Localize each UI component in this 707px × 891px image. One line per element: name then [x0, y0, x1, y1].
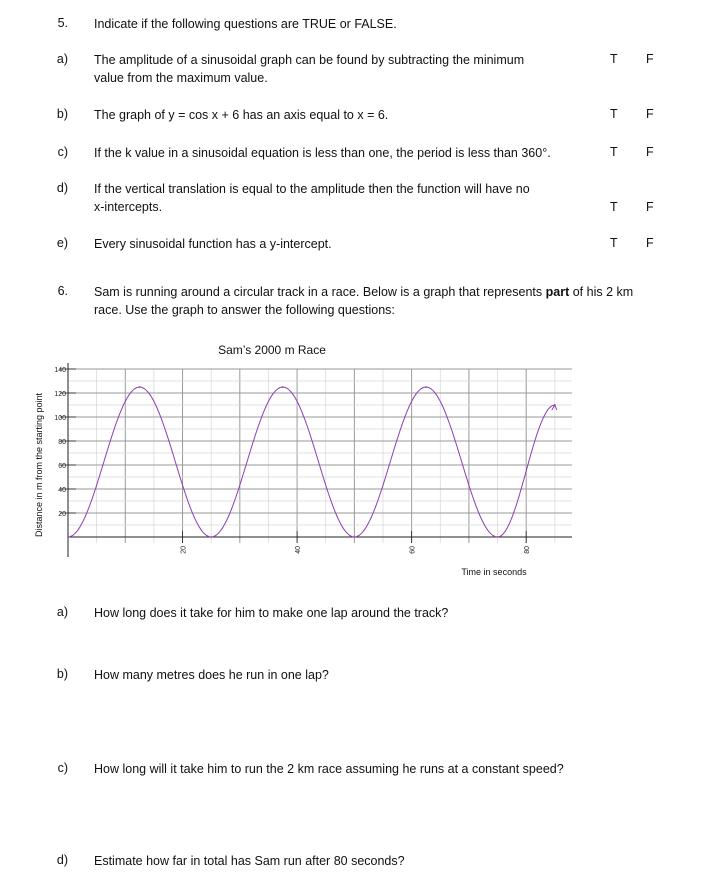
- q6-item-label: c): [57, 761, 68, 775]
- q5-item-label: c): [57, 145, 68, 159]
- chart-title: Sam’s 2000 m Race: [218, 343, 326, 357]
- false-option[interactable]: F: [646, 200, 654, 214]
- data-point: [497, 536, 499, 538]
- true-option[interactable]: T: [610, 107, 618, 121]
- q5-item-text: The graph of y = cos x + 6 has an axis equal to x = 6.: [94, 108, 389, 122]
- x-tick-label: 80: [524, 546, 532, 554]
- true-option[interactable]: T: [610, 52, 618, 66]
- q5-item-line: value from the maximum value.: [94, 71, 268, 85]
- series-line: [68, 387, 555, 537]
- q5-item-text: If the k value in a sinusoidal equation is less than one, the period is less than 360°.: [94, 146, 551, 160]
- chart-grid: [68, 369, 572, 543]
- y-tick-label: 60: [58, 463, 66, 470]
- y-tick-label: 100: [54, 415, 66, 422]
- prompt-text: of his 2 km: [569, 285, 634, 299]
- false-option[interactable]: F: [646, 145, 654, 159]
- q5-item-label: b): [56, 107, 68, 121]
- q6-item-label: d): [56, 853, 68, 867]
- q6-item-label: b): [56, 667, 68, 681]
- true-option[interactable]: T: [610, 145, 618, 159]
- y-tick-label: 80: [58, 439, 66, 446]
- true-option[interactable]: T: [610, 200, 618, 214]
- data-point: [67, 536, 69, 538]
- q6-item-text: How long does it take for him to make one lap around the track?: [94, 606, 449, 620]
- false-option[interactable]: F: [646, 107, 654, 121]
- q5-item-line: If the vertical translation is equal to the amplitude then the function will have no: [94, 182, 530, 196]
- q6-item-text: How many metres does he run in one lap?: [94, 668, 329, 682]
- q5-item-text: [94, 51, 524, 87]
- q5-item-line: The amplitude of a sinusoidal graph can be found by subtracting the minimum: [94, 53, 525, 67]
- y-tick-label: 140: [54, 367, 66, 374]
- q6-item-text: Estimate how far in total has Sam run after 80 seconds?: [94, 854, 405, 868]
- q5-item-text: [94, 180, 530, 216]
- q5-item-line: x-intercepts.: [94, 200, 163, 214]
- data-point: [353, 536, 355, 538]
- y-axis-label: Distance in m from the starting point: [34, 392, 44, 538]
- prompt-text: Sam is running around a circular track in a race. Below is a graph that represents: [94, 285, 546, 299]
- question-5-number: 5.: [57, 16, 68, 30]
- data-point: [425, 386, 427, 388]
- question-6-number: 6.: [57, 284, 68, 298]
- q6-item-label: a): [56, 605, 68, 619]
- x-tick-label: 40: [295, 546, 303, 554]
- y-tick-label: 20: [58, 511, 66, 518]
- q5-item-label: e): [56, 236, 68, 250]
- data-point: [282, 386, 284, 388]
- data-point: [139, 386, 141, 388]
- true-option[interactable]: T: [610, 236, 618, 250]
- false-option[interactable]: F: [646, 52, 654, 66]
- question-5-prompt: Indicate if the following questions are TRUE or FALSE.: [94, 17, 397, 31]
- data-point: [210, 536, 212, 538]
- y-tick-label: 40: [58, 487, 66, 494]
- q6-item-text: How long will it take him to run the 2 km race assuming he runs at a constant speed?: [94, 762, 564, 776]
- x-tick-label: 20: [180, 546, 188, 554]
- q5-item-text: Every sinusoidal function has a y-intercept.: [94, 237, 332, 251]
- q5-item-label: a): [56, 52, 68, 66]
- x-axis-label: Time in seconds: [461, 567, 527, 577]
- question-6-prompt: [94, 283, 699, 319]
- x-tick-label: 60: [409, 546, 417, 554]
- chart-axes: [68, 363, 572, 557]
- race-chart: [0, 335, 707, 585]
- y-tick-label: 120: [54, 391, 66, 398]
- prompt-line: race. Use the graph to answer the following questions:: [94, 303, 395, 317]
- q5-item-label: d): [56, 181, 68, 195]
- prompt-emphasis: part: [545, 285, 570, 299]
- false-option[interactable]: F: [646, 236, 654, 250]
- chart-series: [67, 386, 557, 538]
